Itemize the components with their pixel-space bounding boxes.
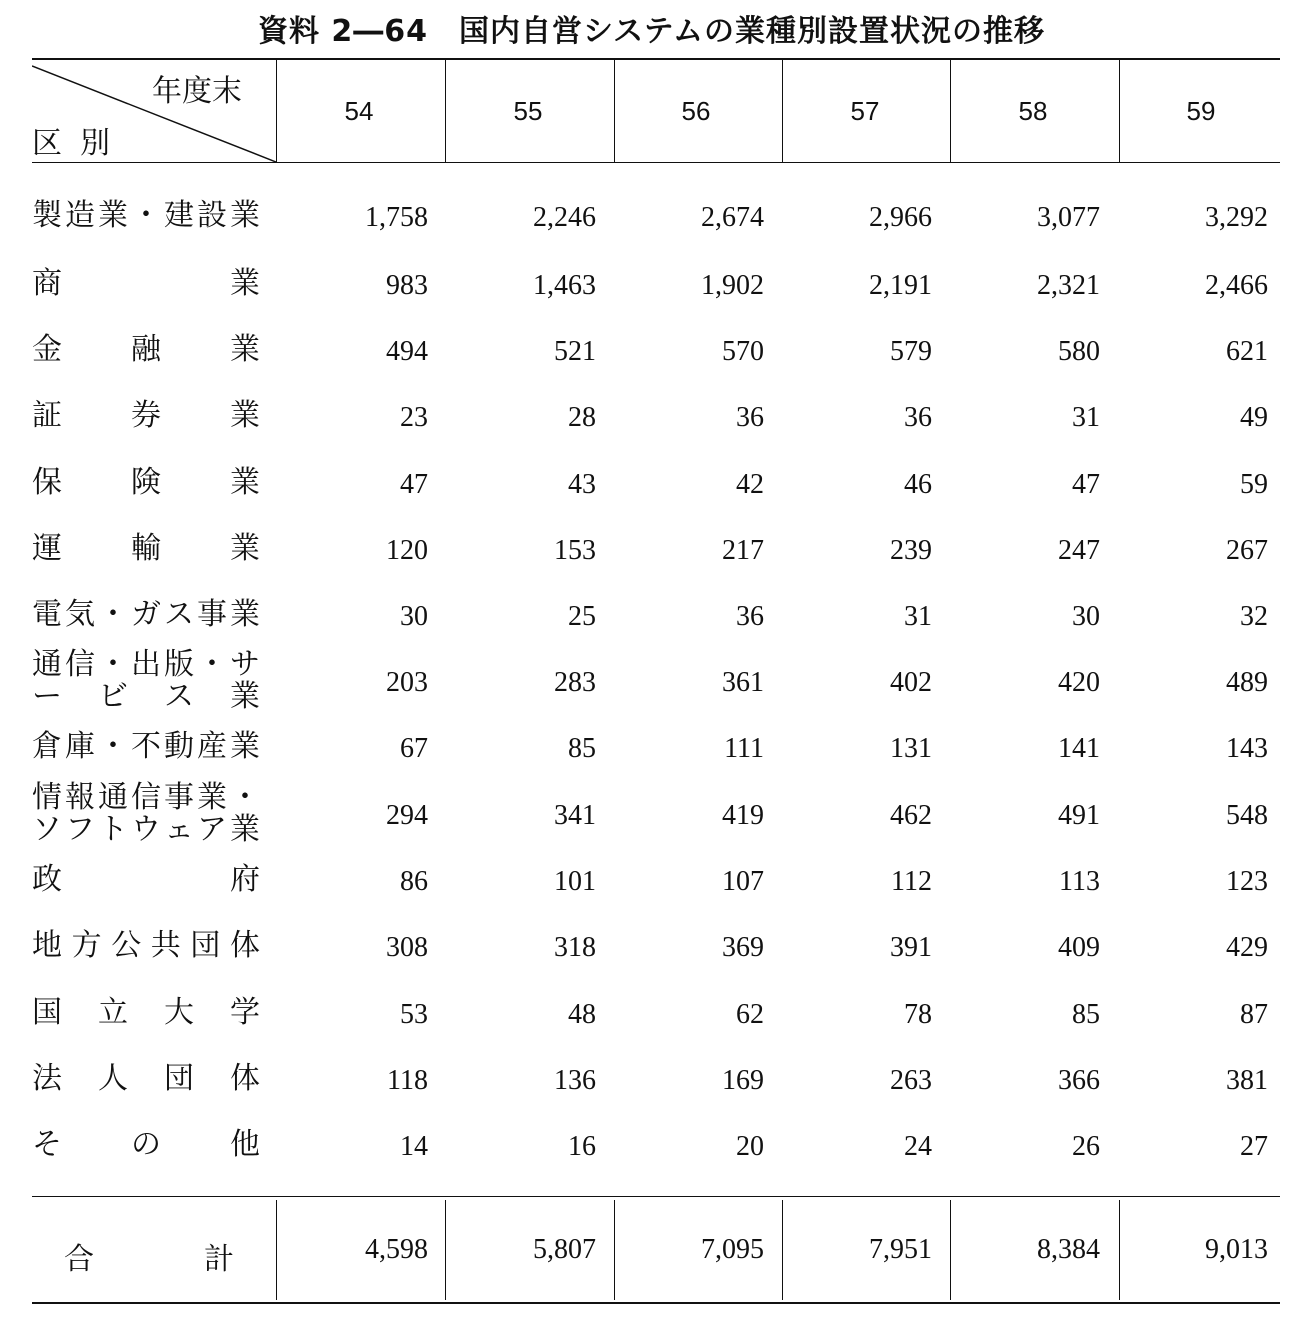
table-cell: 143 xyxy=(1226,733,1268,764)
table-cell: 28 xyxy=(568,402,596,433)
label-char: 不 xyxy=(131,729,161,764)
table-cell: 36 xyxy=(736,601,764,632)
table-cell: 361 xyxy=(722,667,764,698)
label-char: 険 xyxy=(131,465,161,500)
table-cell: 429 xyxy=(1226,932,1268,963)
table-cell: 409 xyxy=(1058,932,1100,963)
label-char: 事 xyxy=(164,780,194,815)
table-cell: 30 xyxy=(1072,601,1100,632)
label-char: 業 xyxy=(230,332,260,367)
year-header: 58 xyxy=(1018,96,1048,126)
label-char: 出 xyxy=(131,647,161,682)
label-char: 通 xyxy=(98,780,128,815)
table-cell: 59 xyxy=(1240,469,1268,500)
row-label-line xyxy=(32,814,260,846)
label-char: ・ xyxy=(197,647,227,682)
row-label-line xyxy=(32,200,260,232)
total-cell: 4,598 xyxy=(365,1234,428,1265)
label-char: 団 xyxy=(164,1061,194,1096)
table-cell: 42 xyxy=(736,469,764,500)
total-rule xyxy=(32,1196,1280,1197)
label-char: 学 xyxy=(230,995,260,1030)
corner-label-category: 区別 xyxy=(32,126,128,161)
table-cell: 78 xyxy=(904,999,932,1030)
row-label xyxy=(32,200,260,232)
table-cell: 123 xyxy=(1226,866,1268,897)
table-cell: 381 xyxy=(1226,1065,1268,1096)
label-char: 計 xyxy=(204,1242,234,1277)
label-char: ェ xyxy=(164,812,194,847)
label-char: 業 xyxy=(230,729,260,764)
row-label xyxy=(32,334,260,366)
label-char: 地 xyxy=(32,928,62,963)
row-label-line xyxy=(32,681,260,713)
table-cell: 318 xyxy=(554,932,596,963)
table-cell: 53 xyxy=(400,999,428,1030)
table-cell: 283 xyxy=(554,667,596,698)
label-char: 気 xyxy=(65,597,95,632)
label-char: 業 xyxy=(230,198,260,233)
label-char: ト xyxy=(98,812,128,847)
table-cell: 521 xyxy=(554,336,596,367)
table-cell: 47 xyxy=(400,469,428,500)
row-label-line xyxy=(32,1063,260,1095)
label-char: 金 xyxy=(32,332,62,367)
table-cell: 263 xyxy=(890,1065,932,1096)
row-label-line xyxy=(32,467,260,499)
table-cell: 2,466 xyxy=(1205,270,1268,301)
table-cell: 621 xyxy=(1226,336,1268,367)
table-cell: 112 xyxy=(891,866,932,897)
label-char: 信 xyxy=(65,647,95,682)
row-label xyxy=(32,400,260,432)
table-cell: 30 xyxy=(400,601,428,632)
label-char: 法 xyxy=(32,1061,62,1096)
label-char: 倉 xyxy=(32,729,62,764)
table-cell: 43 xyxy=(568,469,596,500)
table-cell: 32 xyxy=(1240,601,1268,632)
header-rule xyxy=(32,162,1280,163)
table-cell: 131 xyxy=(890,733,932,764)
row-label-line xyxy=(32,334,260,366)
row-label xyxy=(32,1063,260,1095)
label-char: 人 xyxy=(98,1061,128,1096)
table-cell: 141 xyxy=(1058,733,1100,764)
table-cell: 48 xyxy=(568,999,596,1030)
label-char: 通 xyxy=(32,647,62,682)
label-char: 設 xyxy=(197,198,227,233)
label-char: 業 xyxy=(230,679,260,714)
table-cell: 341 xyxy=(554,800,596,831)
row-label xyxy=(32,731,260,763)
label-char: 庫 xyxy=(65,729,95,764)
table-cell: 489 xyxy=(1226,667,1268,698)
table-cell: 47 xyxy=(1072,469,1100,500)
header-corner-cell xyxy=(32,60,276,162)
table-cell: 86 xyxy=(400,866,428,897)
label-char: ・ xyxy=(98,647,128,682)
label-char: 方 xyxy=(71,928,102,963)
table-cell: 2,246 xyxy=(533,202,596,233)
row-label xyxy=(32,930,260,962)
table-cell: 67 xyxy=(400,733,428,764)
label-char: の xyxy=(131,1127,161,1162)
label-char: 業 xyxy=(197,780,227,815)
label-char: 造 xyxy=(65,198,95,233)
table-cell: 85 xyxy=(568,733,596,764)
table-cell: 111 xyxy=(724,733,764,764)
label-char: ・ xyxy=(230,780,260,815)
table-cell: 16 xyxy=(568,1131,596,1162)
table-cell: 294 xyxy=(386,800,428,831)
label-char: ア xyxy=(197,812,227,847)
table-cell: 420 xyxy=(1058,667,1100,698)
label-char: 業 xyxy=(230,812,260,847)
table-cell: 369 xyxy=(722,932,764,963)
table-cell: 120 xyxy=(386,535,428,566)
label-char: 報 xyxy=(65,780,95,815)
table-cell: 1,758 xyxy=(365,202,428,233)
row-label-line xyxy=(32,599,260,631)
total-label xyxy=(64,1234,234,1278)
total-cell: 9,013 xyxy=(1205,1234,1268,1265)
label-char: ・ xyxy=(131,198,161,233)
label-char: ガ xyxy=(131,597,161,632)
table-cell: 14 xyxy=(400,1131,428,1162)
table-cell: 136 xyxy=(554,1065,596,1096)
table-cell: 491 xyxy=(1058,800,1100,831)
total-cell: 8,384 xyxy=(1037,1234,1100,1265)
label-char: 体 xyxy=(230,1061,260,1096)
row-label xyxy=(32,997,260,1029)
table-cell: 153 xyxy=(554,535,596,566)
total-cell: 5,807 xyxy=(533,1234,596,1265)
table-cell: 239 xyxy=(890,535,932,566)
year-header: 55 xyxy=(513,96,543,126)
label-char: 信 xyxy=(131,780,161,815)
year-header: 57 xyxy=(850,96,880,126)
table-cell: 27 xyxy=(1240,1131,1268,1162)
table-cell: 23 xyxy=(400,402,428,433)
label-char: 政 xyxy=(32,862,62,897)
label-char: 版 xyxy=(164,647,194,682)
label-char: ・ xyxy=(98,729,128,764)
label-char: 国 xyxy=(32,995,62,1030)
label-char: 商 xyxy=(32,266,62,301)
label-char: ス xyxy=(164,597,194,632)
label-char: 電 xyxy=(32,597,62,632)
label-char: 公 xyxy=(111,928,142,963)
table-cell: 3,292 xyxy=(1205,202,1268,233)
row-label-line xyxy=(32,533,260,565)
table-cell: 419 xyxy=(722,800,764,831)
label-char: 輸 xyxy=(131,531,161,566)
table-cell: 2,321 xyxy=(1037,270,1100,301)
label-char: 団 xyxy=(190,928,221,963)
label-char: 証 xyxy=(32,398,62,433)
row-label-line xyxy=(32,782,260,814)
table-cell: 391 xyxy=(890,932,932,963)
table-cell: 2,966 xyxy=(869,202,932,233)
row-label xyxy=(32,467,260,499)
table-cell: 267 xyxy=(1226,535,1268,566)
table-cell: 3,077 xyxy=(1037,202,1100,233)
year-header: 59 xyxy=(1186,96,1216,126)
bottom-rule xyxy=(32,1302,1280,1304)
label-char: 保 xyxy=(32,465,62,500)
label-char: 建 xyxy=(164,198,194,233)
label-char: サ xyxy=(230,647,260,682)
label-char: 体 xyxy=(229,928,260,963)
label-char: 立 xyxy=(98,995,128,1030)
table-cell: 46 xyxy=(904,469,932,500)
table-cell: 366 xyxy=(1058,1065,1100,1096)
table-cell: 570 xyxy=(722,336,764,367)
label-char: 府 xyxy=(230,862,260,897)
total-cell: 7,095 xyxy=(701,1234,764,1265)
table-cell: 983 xyxy=(386,270,428,301)
table-cell: 31 xyxy=(904,601,932,632)
table-cell: 118 xyxy=(387,1065,428,1096)
label-char: 大 xyxy=(164,995,194,1030)
table-cell: 1,463 xyxy=(533,270,596,301)
row-label-line xyxy=(32,997,260,1029)
row-label xyxy=(32,599,260,631)
table-cell: 31 xyxy=(1072,402,1100,433)
table-cell: 308 xyxy=(386,932,428,963)
label-char: 業 xyxy=(230,266,260,301)
table-cell: 20 xyxy=(736,1131,764,1162)
label-char: ・ xyxy=(98,597,128,632)
label-char: ソ xyxy=(32,812,62,847)
label-char: 業 xyxy=(230,531,260,566)
table-cell: 87 xyxy=(1240,999,1268,1030)
label-char: そ xyxy=(32,1127,62,1162)
table-cell: 62 xyxy=(736,999,764,1030)
label-char: 運 xyxy=(32,531,62,566)
table-cell: 217 xyxy=(722,535,764,566)
label-char: ス xyxy=(164,679,194,714)
table-cell: 85 xyxy=(1072,999,1100,1030)
year-header: 56 xyxy=(681,96,711,126)
year-header: 54 xyxy=(344,96,374,126)
table-cell: 25 xyxy=(568,601,596,632)
label-char: 合 xyxy=(64,1242,94,1277)
table-cell: 2,674 xyxy=(701,202,764,233)
row-label-line xyxy=(32,400,260,432)
corner-label-year-end: 年度末 xyxy=(152,74,242,109)
label-char: 業 xyxy=(230,398,260,433)
label-char: ビ xyxy=(98,679,128,714)
table-cell: 580 xyxy=(1058,336,1100,367)
table-cell: 101 xyxy=(554,866,596,897)
label-char: 他 xyxy=(230,1127,260,1162)
label-char: 動 xyxy=(164,729,194,764)
row-label xyxy=(32,864,260,896)
table-cell: 107 xyxy=(722,866,764,897)
table-cell: 203 xyxy=(386,667,428,698)
label-char: ウ xyxy=(131,812,161,847)
row-label-line xyxy=(32,268,260,300)
row-label xyxy=(32,268,260,300)
table-title: 資料 2―64 国内自営システムの業種別設置状況の推移 xyxy=(257,14,1046,49)
row-label xyxy=(32,782,260,846)
table-cell: 49 xyxy=(1240,402,1268,433)
label-char: 製 xyxy=(32,198,62,233)
label-char: 業 xyxy=(230,597,260,632)
label-char: 共 xyxy=(150,928,181,963)
table-cell: 402 xyxy=(890,667,932,698)
row-label-line xyxy=(32,731,260,763)
row-label-line xyxy=(32,1129,260,1161)
table-cell: 36 xyxy=(904,402,932,433)
table-cell: 2,191 xyxy=(869,270,932,301)
label-char: フ xyxy=(65,812,95,847)
table-cell: 548 xyxy=(1226,800,1268,831)
table-cell: 494 xyxy=(386,336,428,367)
label-char: 事 xyxy=(197,597,227,632)
label-char: 産 xyxy=(197,729,227,764)
row-label-line xyxy=(32,864,260,896)
table-cell: 579 xyxy=(890,336,932,367)
label-char: 融 xyxy=(131,332,161,367)
table-cell: 462 xyxy=(890,800,932,831)
table-cell: 247 xyxy=(1058,535,1100,566)
row-label xyxy=(32,1129,260,1161)
label-char: 券 xyxy=(131,398,161,433)
row-label-line xyxy=(32,649,260,681)
label-char: 情 xyxy=(32,780,62,815)
table-cell: 24 xyxy=(904,1131,932,1162)
label-char: ー xyxy=(32,679,62,714)
table-cell: 169 xyxy=(722,1065,764,1096)
total-cell: 7,951 xyxy=(869,1234,932,1265)
label-char: 業 xyxy=(230,465,260,500)
table-cell: 113 xyxy=(1059,866,1100,897)
row-label-line xyxy=(32,930,260,962)
row-label xyxy=(32,649,260,713)
label-char: 業 xyxy=(98,198,128,233)
row-label xyxy=(32,533,260,565)
table-cell: 1,902 xyxy=(701,270,764,301)
table-cell: 36 xyxy=(736,402,764,433)
table-cell: 26 xyxy=(1072,1131,1100,1162)
